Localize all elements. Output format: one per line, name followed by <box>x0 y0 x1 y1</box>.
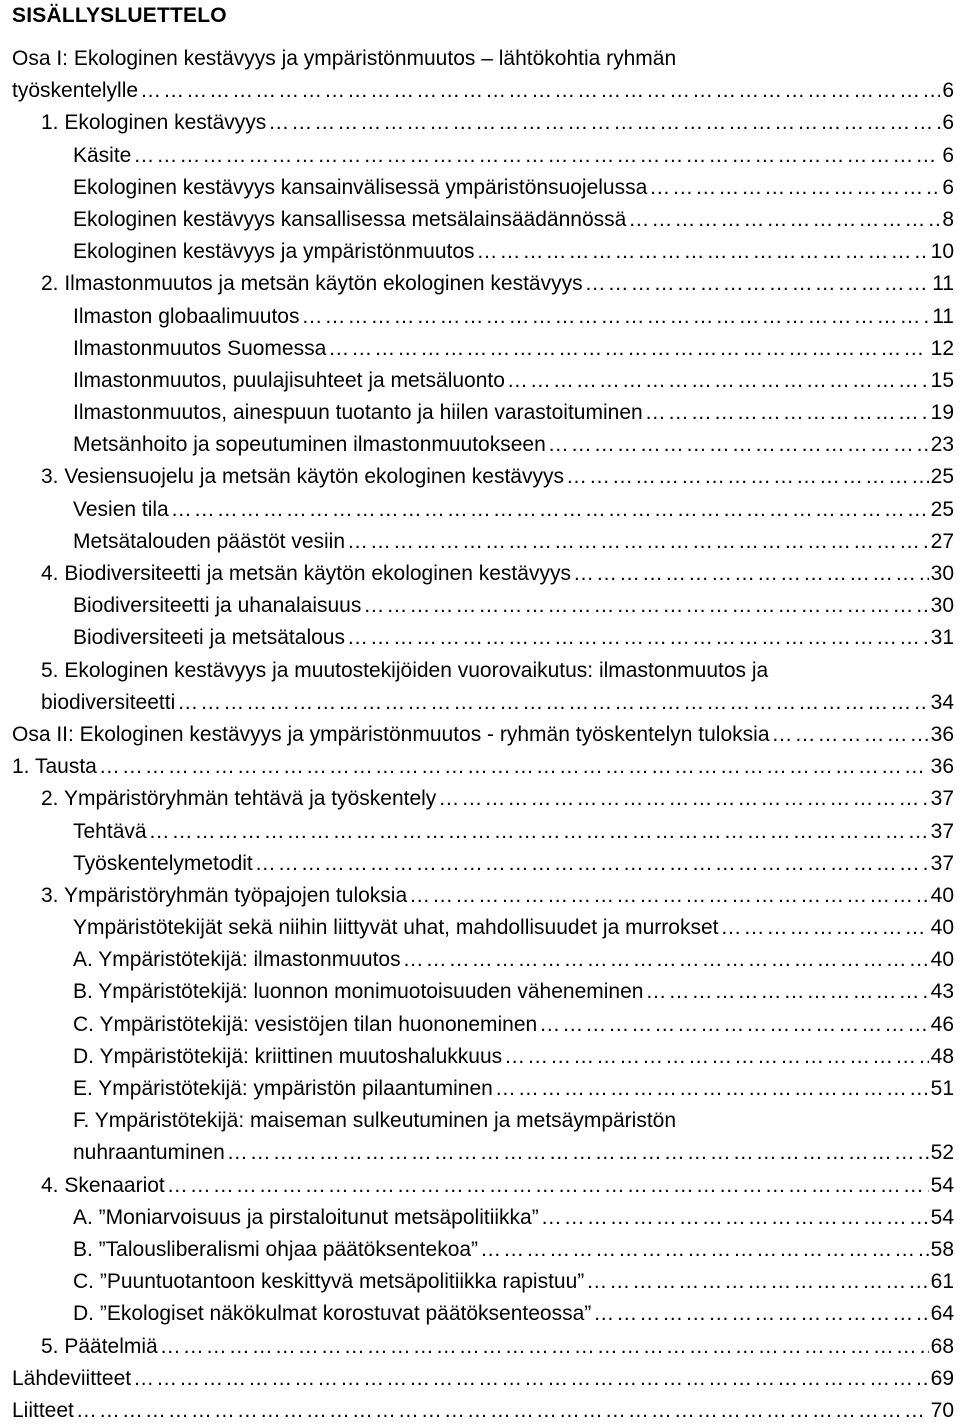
toc-entry <box>0 1298 960 1330</box>
toc-dot-leader <box>133 1363 929 1395</box>
toc-entry <box>0 333 960 365</box>
toc-dot-leader <box>507 365 929 397</box>
toc-page-number: 52 <box>930 1141 954 1165</box>
toc-entry-label: Metsänhoito ja sopeutuminen ilmastonmuutokseen <box>73 433 546 457</box>
toc-entry-label: 1. Tausta <box>12 755 97 779</box>
toc-page-number: 36 <box>930 722 954 746</box>
toc-entry-row <box>41 1170 954 1202</box>
toc-dot-leader <box>566 461 929 493</box>
toc-entry-row <box>41 783 954 815</box>
toc-entry <box>0 429 960 461</box>
toc-page-number: 40 <box>930 948 954 972</box>
toc-page-number: 64 <box>930 1302 954 1326</box>
toc-dot-leader <box>541 1202 929 1234</box>
toc-dot-leader <box>772 719 929 751</box>
toc-entry-label: Ilmastonmuutos, ainespuun tuotanto ja hiilen varastoituminen <box>73 401 643 425</box>
toc-page-number: 61 <box>930 1270 954 1294</box>
toc-page-number: 6 <box>942 175 954 199</box>
toc-entry <box>0 236 960 268</box>
toc-entry <box>0 494 960 526</box>
toc-entry-row <box>73 172 954 204</box>
toc-page-number: 69 <box>930 1366 954 1390</box>
toc-entry <box>0 1395 960 1427</box>
toc-entry-row <box>73 236 954 268</box>
toc-entry-label: A. ”Moniarvoisuus ja pirstaloitunut metsäpolitiikka” <box>73 1205 539 1229</box>
toc-entry-label: F. Ympäristötekijä: maiseman sulkeutuminen ja metsäympäristön <box>73 1109 677 1133</box>
toc-entry <box>0 301 960 333</box>
toc-entry <box>0 1266 960 1298</box>
toc-entry-row <box>73 1266 954 1298</box>
toc-entry-label: 3. Vesiensuojelu ja metsän käytön ekologinen kestävyys <box>41 465 564 489</box>
toc-entry-label: 4. Biodiversiteetti ja metsän käytön ekologinen kestävyys <box>41 562 571 585</box>
toc-entry-row <box>12 751 954 783</box>
toc-dot-leader <box>347 622 929 654</box>
toc-entry-label: Ilmaston globaalimuutos <box>73 304 300 328</box>
toc-dot-leader <box>347 526 929 558</box>
toc-entry-row <box>73 429 954 461</box>
toc-page-number: 48 <box>930 1044 954 1068</box>
toc-entry <box>0 1202 960 1234</box>
toc-entry-row <box>73 1105 676 1137</box>
toc-entry-row <box>73 204 954 236</box>
toc-entry-row <box>73 301 954 333</box>
toc-entry-label: Biodiversiteeti ja metsätalous <box>73 626 345 650</box>
toc-dot-leader <box>593 1298 928 1330</box>
toc-dot-leader <box>495 1073 929 1105</box>
toc-entry-row <box>73 1137 954 1169</box>
toc-entry-label: Osa I: Ekologinen kestävyys ja ympäristönmuutos – lähtökohtia ryhmän <box>12 47 677 70</box>
toc-entry-label: 5. Päätelmiä <box>41 1334 158 1358</box>
toc-entry-row <box>41 558 954 590</box>
toc-page-number: 6 <box>942 79 954 103</box>
toc-entry-label: Osa II: Ekologinen kestävyys ja ympäristönmuutos - ryhmän työskentelyn tuloksia <box>12 722 770 746</box>
toc-dot-leader <box>539 1009 928 1041</box>
toc-page-number: 43 <box>930 980 954 1004</box>
toc-entry-label: Työskentelymetodit <box>73 851 253 875</box>
toc-page-number: 46 <box>930 1012 954 1036</box>
toc-entry <box>0 558 960 590</box>
toc-page-number: 12 <box>930 336 954 360</box>
toc-entry-row <box>41 880 954 912</box>
toc-entry-row <box>73 912 954 944</box>
toc-entry-label: 3. Ympäristöryhmän työpajojen tuloksia <box>41 883 408 907</box>
toc-entry-row <box>12 719 954 751</box>
toc-entry-label: Ilmastonmuutos, puulajisuhteet ja metsäluonto <box>73 368 505 392</box>
toc-entry-row <box>73 365 954 397</box>
toc-entry-row <box>41 655 768 687</box>
toc-entry <box>0 622 960 654</box>
toc-entry-label: 5. Ekologinen kestävyys ja muutostekijöiden vuorovaikutus: ilmastonmuutos ja <box>41 658 769 682</box>
toc-entry <box>0 1009 960 1041</box>
toc-entry-label: C. ”Puuntuotantoon keskittyvä metsäpolitiikka rapistuu” <box>73 1270 585 1294</box>
toc-dot-leader <box>149 816 929 848</box>
toc-entry <box>0 268 960 300</box>
toc-entry-row <box>73 526 954 558</box>
toc-entry-label: C. Ympäristötekijä: vesistöjen tilan huononeminen <box>73 1012 538 1036</box>
toc-entry <box>0 783 960 815</box>
toc-entry-label: Ekologinen kestävyys kansallisessa metsälainsäädännössä <box>73 207 627 231</box>
toc-entry <box>0 848 960 880</box>
table-of-contents <box>0 43 960 1427</box>
toc-dot-leader <box>255 848 929 880</box>
toc-entry <box>0 204 960 236</box>
toc-entry-label: E. Ympäristötekijä: ympäristön pilaantuminen <box>73 1077 493 1100</box>
toc-entry <box>0 43 960 75</box>
toc-entry-row <box>73 622 954 654</box>
toc-entry-row <box>12 43 676 75</box>
toc-entry-label: Ilmastonmuutos Suomessa <box>73 336 327 360</box>
toc-dot-leader <box>548 429 929 461</box>
toc-page-number: 34 <box>930 690 954 714</box>
toc-entry <box>0 1234 960 1266</box>
toc-entry <box>0 107 960 139</box>
toc-page-number: 37 <box>930 819 954 843</box>
toc-entry-label: Käsite <box>73 143 132 167</box>
toc-entry <box>0 75 960 107</box>
toc-page-number: 6 <box>942 111 954 135</box>
toc-entry <box>0 655 960 687</box>
toc-entry <box>0 880 960 912</box>
toc-page-number: 40 <box>930 916 954 940</box>
toc-page-number: 68 <box>930 1334 954 1358</box>
toc-entry <box>0 526 960 558</box>
toc-dot-leader <box>177 687 928 719</box>
toc-entry-row <box>73 1009 954 1041</box>
toc-entry-row <box>41 461 954 493</box>
toc-dot-leader <box>628 204 940 236</box>
toc-dot-leader <box>301 301 930 333</box>
toc-page-number: 6 <box>942 143 954 167</box>
toc-dot-leader <box>645 976 928 1008</box>
toc-page-number: 19 <box>930 401 954 425</box>
toc-entry <box>0 816 960 848</box>
toc-page-number: 58 <box>930 1237 954 1261</box>
toc-page-number: 54 <box>930 1173 954 1197</box>
toc-page-number: 23 <box>930 433 954 457</box>
toc-entry <box>0 140 960 172</box>
toc-page-number: 70 <box>930 1398 954 1422</box>
toc-entry-label: Biodiversiteetti ja uhanalaisuus <box>73 594 362 618</box>
toc-entry-label: Ympäristötekijät sekä niihin liittyvät uhat, mahdollisuudet ja murrokset <box>73 916 719 940</box>
toc-entry <box>0 365 960 397</box>
toc-dot-leader <box>649 172 940 204</box>
toc-entry-row <box>73 333 954 365</box>
toc-entry-label: B. ”Talousliberalismi ohjaa päätöksentekoa” <box>73 1237 479 1261</box>
toc-entry <box>0 912 960 944</box>
toc-dot-leader <box>76 1395 929 1427</box>
toc-entry-row <box>73 1202 954 1234</box>
toc-dot-leader <box>160 1331 929 1363</box>
toc-entry <box>0 1137 960 1169</box>
toc-entry <box>0 1170 960 1202</box>
toc-dot-leader <box>171 494 929 526</box>
toc-entry-label: Ekologinen kestävyys ja ympäristönmuutos <box>73 240 475 264</box>
toc-page-number: 15 <box>930 368 954 392</box>
toc-entry-row <box>73 397 954 429</box>
toc-entry-label: D. Ympäristötekijä: kriittinen muutoshalukkuus <box>73 1044 503 1068</box>
toc-page-number: 11 <box>932 304 954 328</box>
toc-entry <box>0 461 960 493</box>
toc-entry-label: työskentelylle <box>12 79 139 103</box>
toc-entry <box>0 719 960 751</box>
toc-page-number: 8 <box>942 207 954 231</box>
toc-entry-row <box>73 494 954 526</box>
toc-entry-row <box>73 944 954 976</box>
toc-entry-label: 2. Ilmastonmuutos ja metsän käytön ekologinen kestävyys <box>41 272 583 296</box>
toc-entry-label: Ekologinen kestävyys kansainvälisessä ympäristönsuojelussa <box>73 175 648 199</box>
toc-entry-row <box>73 816 954 848</box>
toc-entry-label: B. Ympäristötekijä: luonnon monimuotoisuuden väheneminen <box>73 980 644 1004</box>
toc-dot-leader <box>328 333 928 365</box>
toc-entry-row <box>73 1073 954 1105</box>
toc-entry <box>0 1073 960 1105</box>
toc-entry-row <box>41 268 954 300</box>
page-title: SISÄLLYSLUETTELO <box>12 4 227 27</box>
toc-entry-row <box>73 976 954 1008</box>
toc-entry <box>0 944 960 976</box>
toc-page-number: 37 <box>930 851 954 875</box>
toc-dot-leader <box>140 75 940 107</box>
toc-entry-row <box>41 1331 954 1363</box>
toc-dot-leader <box>268 107 940 139</box>
toc-page-number: 25 <box>930 465 954 489</box>
toc-entry-row <box>12 1395 954 1427</box>
toc-entry-row <box>73 140 954 172</box>
toc-dot-leader <box>480 1234 929 1266</box>
toc-page-number: 37 <box>930 787 954 811</box>
toc-entry-label: Lähdeviitteet <box>12 1366 132 1390</box>
toc-entry <box>0 1363 960 1395</box>
toc-dot-leader <box>438 783 928 815</box>
toc-entry <box>0 590 960 622</box>
toc-entry <box>0 1331 960 1363</box>
toc-dot-leader <box>133 140 940 172</box>
toc-page-number: 25 <box>930 497 954 521</box>
toc-entry-row <box>73 590 954 622</box>
toc-entry-label: biodiversiteetti <box>41 690 176 714</box>
toc-entry-label: Liitteet <box>12 1398 74 1422</box>
toc-entry-row <box>12 75 954 107</box>
toc-dot-leader <box>573 558 929 590</box>
toc-dot-leader <box>403 944 929 976</box>
toc-page-number: 27 <box>930 529 954 553</box>
toc-dot-leader <box>720 912 928 944</box>
toc-dot-leader <box>645 397 929 429</box>
toc-page-number: 40 <box>930 883 954 907</box>
toc-page-number: 51 <box>930 1077 954 1100</box>
toc-dot-leader <box>409 880 929 912</box>
toc-dot-leader <box>586 1266 928 1298</box>
toc-entry-row <box>12 1363 954 1395</box>
toc-dot-leader <box>167 1170 929 1202</box>
toc-entry <box>0 397 960 429</box>
toc-entry-label: 2. Ympäristöryhmän tehtävä ja työskentely <box>41 787 437 811</box>
toc-entry <box>0 751 960 783</box>
toc-entry-label: Metsätalouden päästöt vesiin <box>73 529 346 553</box>
toc-entry-label: Tehtävä <box>73 819 147 843</box>
toc-page-number: 30 <box>930 562 954 585</box>
toc-entry <box>0 687 960 719</box>
toc-entry-label: nuhraantuminen <box>73 1141 225 1165</box>
toc-entry-label: D. ”Ekologiset näkökulmat korostuvat päätöksenteossa” <box>73 1302 592 1326</box>
toc-page-number: 31 <box>930 626 954 650</box>
toc-entry-row <box>41 687 954 719</box>
toc-dot-leader <box>227 1137 929 1169</box>
toc-entry-label: 4. Skenaariot <box>41 1173 165 1197</box>
toc-dot-leader <box>99 751 929 783</box>
toc-entry <box>0 1041 960 1073</box>
toc-page-number: 36 <box>930 755 954 779</box>
toc-entry-row <box>73 1041 954 1073</box>
toc-page-number: 30 <box>930 594 954 618</box>
toc-entry-label: Vesien tila <box>73 497 169 521</box>
toc-dot-leader <box>504 1041 929 1073</box>
toc-entry <box>0 1105 960 1137</box>
toc-entry-row <box>73 1234 954 1266</box>
toc-entry-label: 1. Ekologinen kestävyys <box>41 111 267 135</box>
toc-dot-leader <box>363 590 928 622</box>
toc-page-number: 54 <box>930 1205 954 1229</box>
toc-page-number: 10 <box>930 240 954 264</box>
toc-entry-row <box>73 1298 954 1330</box>
toc-page-number: 11 <box>932 272 954 296</box>
toc-dot-leader <box>477 236 929 268</box>
toc-entry <box>0 172 960 204</box>
toc-entry <box>0 976 960 1008</box>
toc-entry-row <box>73 848 954 880</box>
toc-entry-label: A. Ympäristötekijä: ilmastonmuutos <box>73 948 401 972</box>
toc-dot-leader <box>585 268 931 300</box>
toc-entry-row <box>41 107 954 139</box>
